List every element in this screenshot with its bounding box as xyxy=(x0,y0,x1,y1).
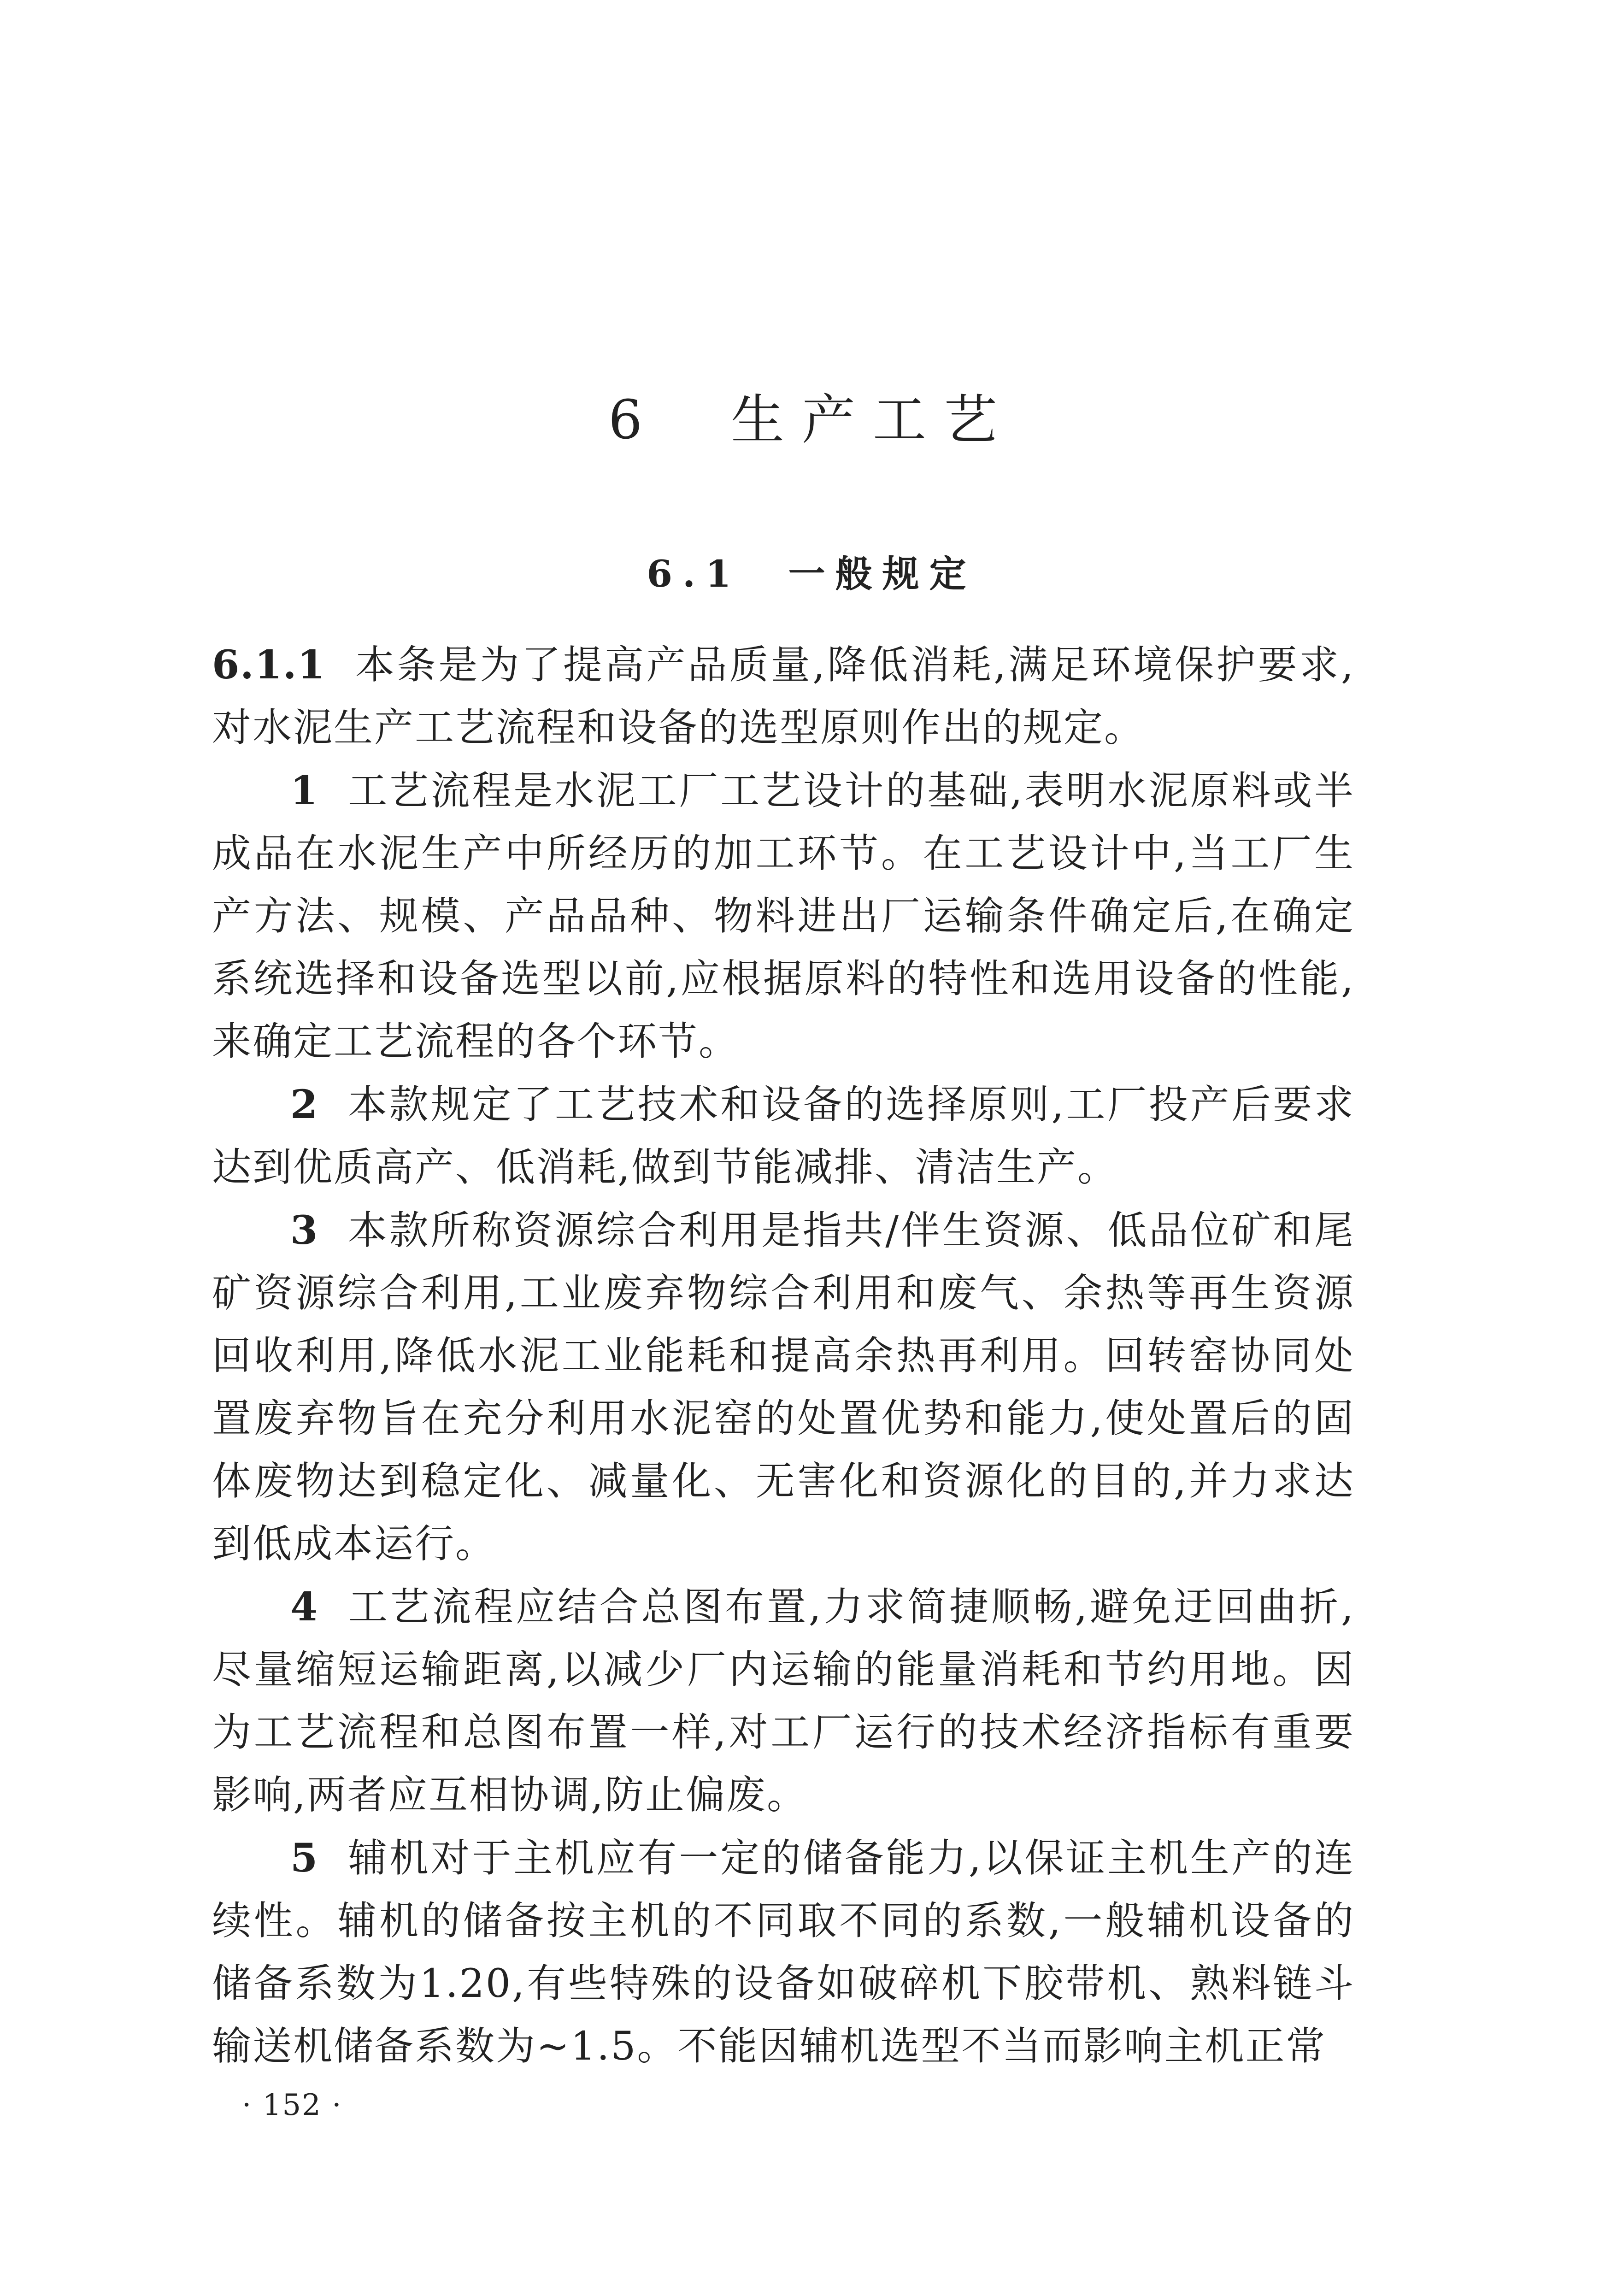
item-5 xyxy=(212,1827,1355,2078)
item-text: 工艺流程应结合总图布置,力求简捷顺畅,避免迂回曲折,尽量缩短运输距离,以减少厂内运输的能量消耗和节约用地。因为工艺流程和总图布置一样,对工厂运行的技术经济指标有重要影响,两者应互相协调,防止偏废。 xyxy=(212,1584,1355,1818)
item-number: 1 xyxy=(290,768,319,814)
clause-6-1-1 xyxy=(212,634,1355,759)
item-text: 本款所称资源综合利用是指共/伴生资源、低品位矿和尾矿资源综合利用,工业废弃物综合利用和废气、余热等再生资源回收利用,降低水泥工业能耗和提高余热再利用。回转窑协同处置废弃物旨在充分利用水泥窑的处置优势和能力,使处置后的固体废物达到稳定化、减量化、无害化和资源化的目的,并力求达到低成本运行。 xyxy=(212,1208,1355,1567)
item-2 xyxy=(212,1073,1355,1199)
item-text: 辅机对于主机应有一定的储备能力,以保证主机生产的连续性。辅机的储备按主机的不同取不同的系数,一般辅机设备的储备系数为1.20,有些特殊的设备如破碎机下胶带机、熟料链斗输送机储备系数为~1.5。不能因辅机选型不当而影响主机正常 xyxy=(212,1836,1355,2069)
item-1 xyxy=(212,759,1355,1073)
item-number: 4 xyxy=(290,1584,319,1630)
item-4 xyxy=(212,1576,1355,1827)
item-number: 3 xyxy=(290,1207,319,1254)
clause-number: 6.1.1 xyxy=(212,642,326,688)
item-text: 工艺流程是水泥工厂工艺设计的基础,表明水泥原料或半成品在水泥生产中所经历的加工环节。在工艺设计中,当工厂生产方法、规模、产品品种、物料进出厂运输条件确定后,在确定系统选择和设备选型以前,应根据原料的特性和选用设备的性能,来确定工艺流程的各个环节。 xyxy=(212,768,1355,1065)
clause-text: 本条是为了提高产品质量,降低消耗,满足环境保护要求,对水泥生产工艺流程和设备的选型原则作出的规定。 xyxy=(212,642,1355,751)
chapter-name: 生产工艺 xyxy=(730,389,1015,451)
section-number: 6.1 xyxy=(647,552,741,595)
item-3 xyxy=(212,1199,1355,1576)
item-number: 2 xyxy=(290,1082,319,1128)
section-name: 一般规定 xyxy=(788,552,976,595)
page-number: · 152 · xyxy=(242,2088,342,2122)
chapter-number: 6 xyxy=(608,389,660,451)
item-number: 5 xyxy=(290,1835,319,1881)
item-text: 本款规定了工艺技术和设备的选择原则,工厂投产后要求达到优质高产、低消耗,做到节能减排、清洁生产。 xyxy=(212,1082,1355,1190)
chapter-title xyxy=(0,383,1623,457)
section-title xyxy=(0,548,1623,599)
body-text xyxy=(212,634,1355,2078)
